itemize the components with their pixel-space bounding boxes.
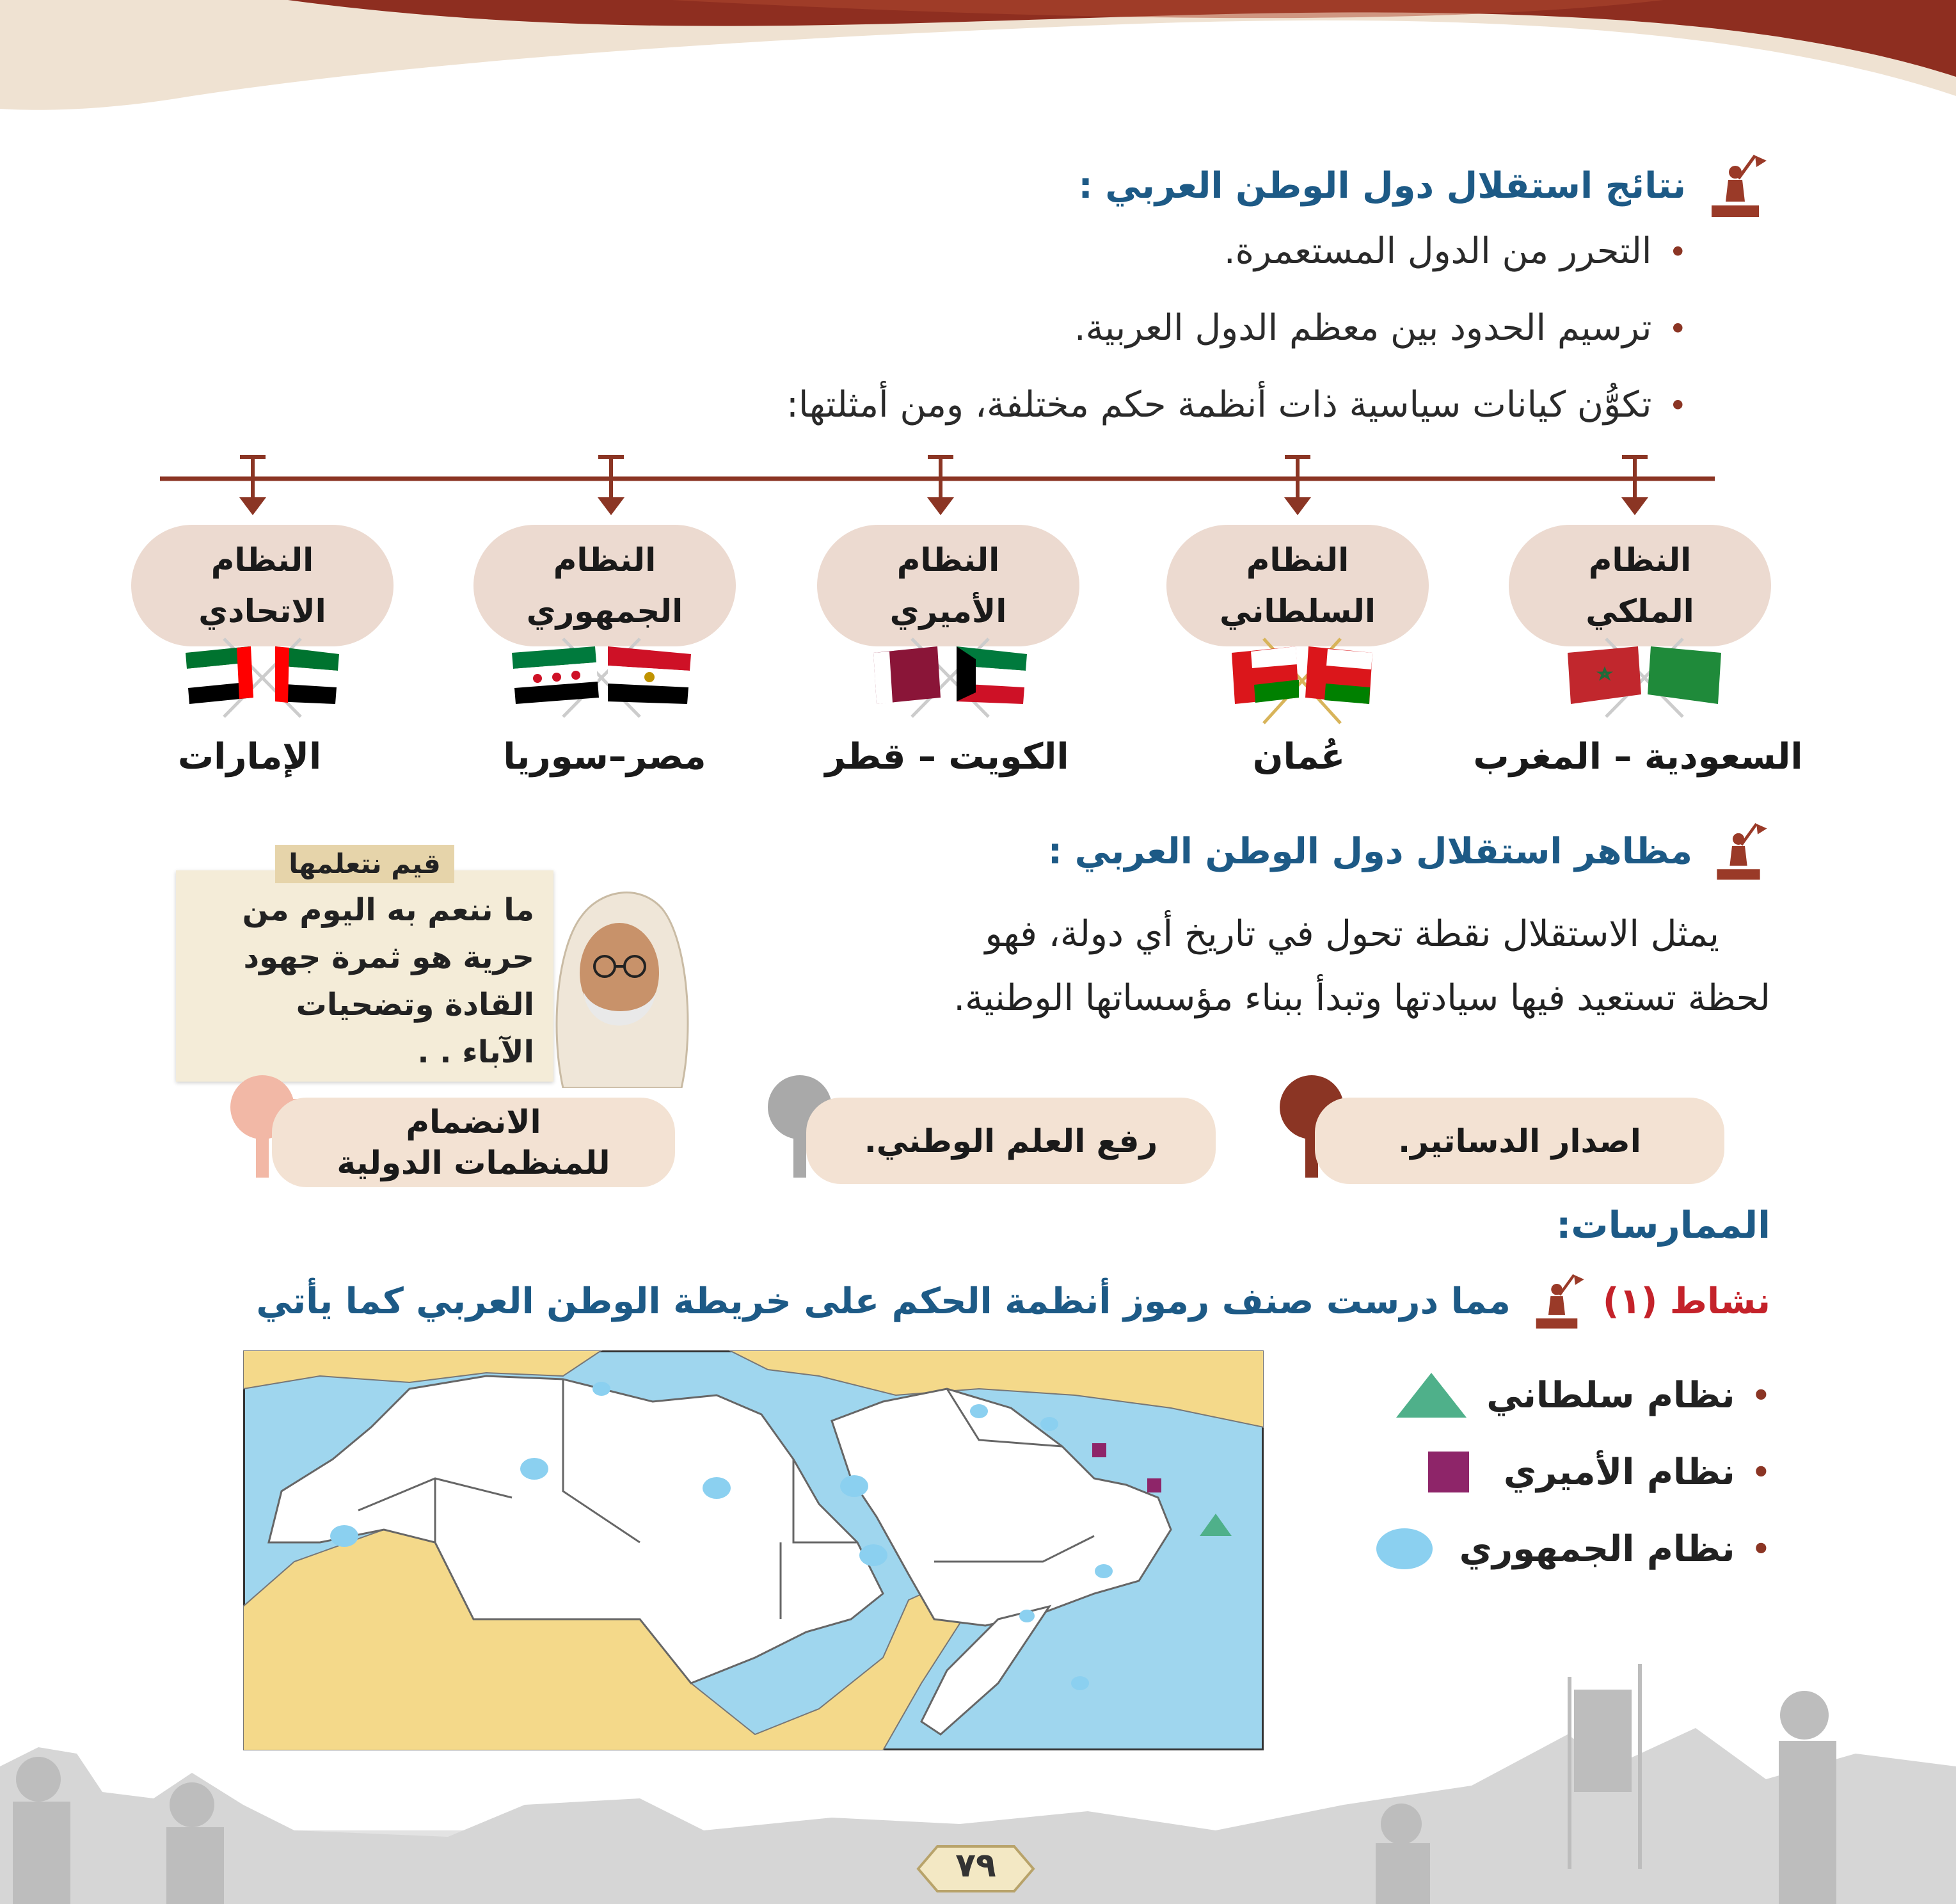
note-tag: قيم نتعلمها bbox=[275, 845, 454, 883]
oman-flags-icon bbox=[1225, 634, 1379, 730]
activity-label: نشاط (١) bbox=[1602, 1280, 1770, 1322]
activity-text: مما درست صنف رموز أنظمة الحكم على خريطة الوطن العربي كما يأتي bbox=[256, 1280, 1511, 1322]
egypt-syria-flags-icon bbox=[505, 634, 697, 723]
note-text: ما ننعم به اليوم من حرية هو ثمرة جهود القادة وتضحيات الآباء . . bbox=[242, 892, 534, 1070]
countries-sultanate: عُمان bbox=[1252, 736, 1346, 778]
activity-heading bbox=[256, 1270, 1770, 1332]
kuwait-qatar-flags-icon bbox=[867, 634, 1033, 723]
results-bullet: • ترسيم الحدود بين معظم الدول العربية. bbox=[1074, 307, 1687, 349]
manifestation-organizations: الانضمام للمنظمات الدولية bbox=[272, 1098, 675, 1187]
system-pill-emirate: النظام الأميري bbox=[817, 525, 1079, 646]
system-pill-monarchy: النظام الملكي bbox=[1509, 525, 1771, 646]
results-heading bbox=[1078, 150, 1770, 221]
square-icon bbox=[1410, 1446, 1487, 1498]
manifestations-heading bbox=[1048, 819, 1770, 883]
countries-federal: الإمارات bbox=[177, 736, 322, 778]
countries-republic: مصر–سوريا bbox=[503, 736, 706, 778]
soldier-flag-icon bbox=[1706, 819, 1770, 883]
system-pill-sultanate: النظام السلطاني bbox=[1166, 525, 1429, 646]
countries-emirate: الكويت – قطر bbox=[825, 736, 1069, 778]
manifestations-paragraph: يمثل الاستقلال نقطة تحول في تاريخ أي دولة، فهو لحظة تستعيد فيها سيادتها وتبدأ ببناء مؤسساتها الوطنية. bbox=[953, 913, 1770, 1019]
legend-amiri: • نظام الأميري bbox=[1410, 1446, 1770, 1498]
system-pill-federal: النظام الاتحادي bbox=[131, 525, 394, 646]
uae-flags-icon bbox=[179, 634, 346, 723]
soldier-flag-icon bbox=[1700, 150, 1770, 221]
page-number: ٧٩ bbox=[955, 1846, 996, 1885]
leader-portrait-icon bbox=[544, 870, 697, 1088]
results-title: نتائج استقلال دول الوطن العربي : bbox=[1078, 164, 1686, 207]
manifestations-title: مظاهر استقلال دول الوطن العربي : bbox=[1047, 830, 1692, 872]
results-bullet: • تكوُّن كيانات سياسية ذات أنظمة حكم مختلفة، ومن أمثلتها: bbox=[786, 384, 1687, 426]
countries-monarchy: السعودية – المغرب bbox=[1473, 736, 1803, 778]
system-pill-republic: النظام الجمهوري bbox=[473, 525, 736, 646]
results-bullet: • التحرر من الدول المستعمرة. bbox=[1224, 230, 1687, 272]
manifestation-constitutions: اصدار الدساتير. bbox=[1315, 1098, 1724, 1184]
values-note bbox=[176, 845, 701, 1088]
practices-title: الممارسات: bbox=[1556, 1203, 1770, 1247]
manifestation-flag: رفع العلم الوطني. bbox=[806, 1098, 1216, 1184]
soldier-flag-icon bbox=[1526, 1270, 1587, 1332]
saudi-morocco-flags-icon bbox=[1561, 634, 1728, 723]
circle-icon bbox=[1366, 1523, 1443, 1574]
triangle-icon bbox=[1393, 1370, 1470, 1421]
timeline-line bbox=[0, 448, 1956, 518]
legend-sultani: • نظام سلطاني bbox=[1393, 1370, 1770, 1421]
legend-republic: • نظام الجمهوري bbox=[1366, 1523, 1770, 1574]
